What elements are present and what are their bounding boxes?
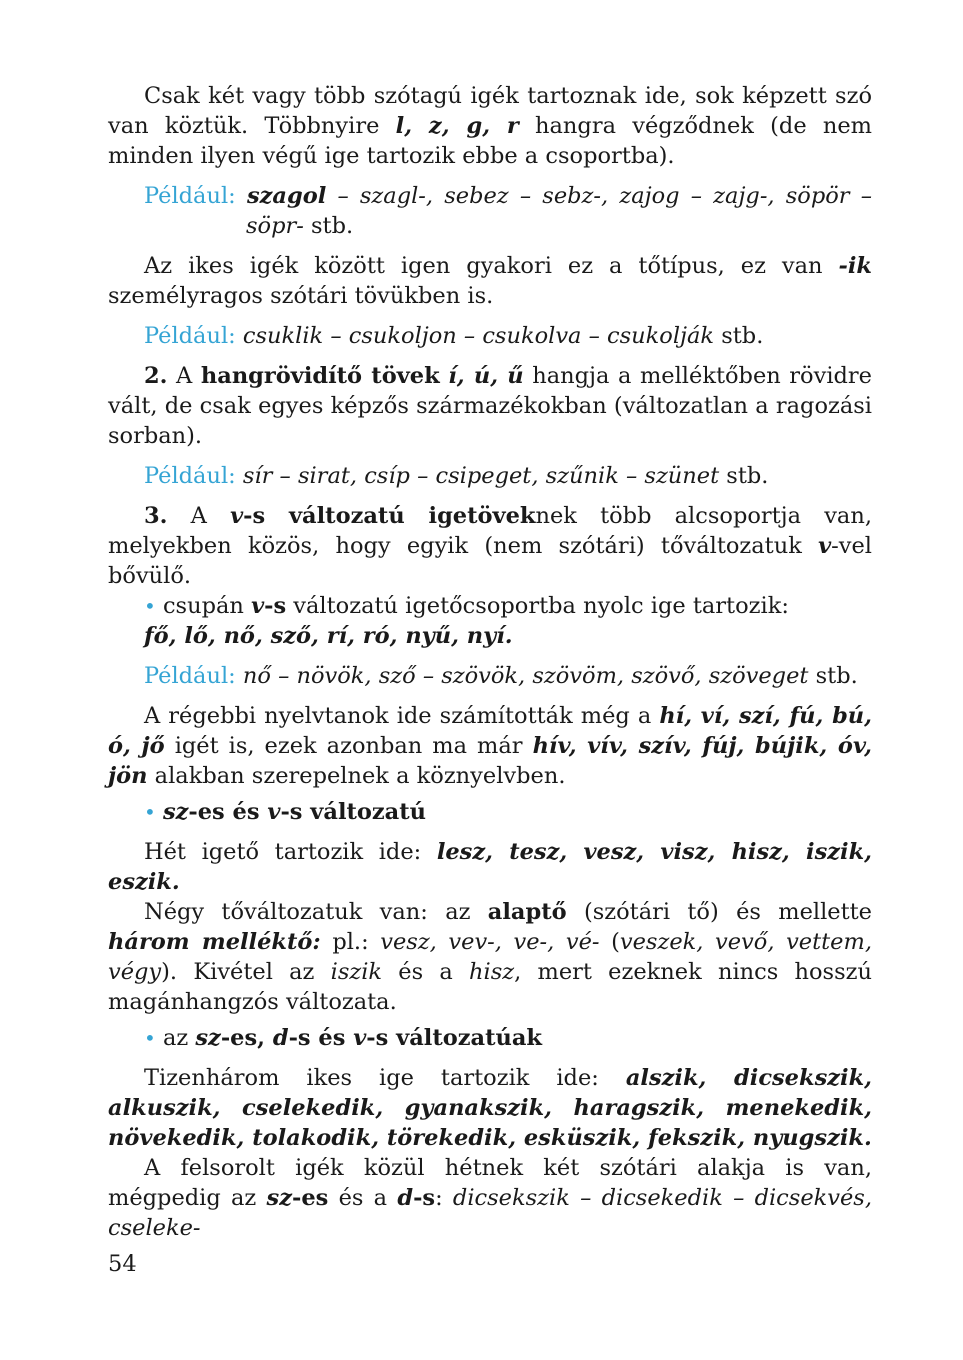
paragraph bbox=[108, 837, 872, 897]
emphasis-text: alszik, dicsekszik, alkuszik, cselekedik, gyanakszik, haragszik, menekedik, növekedik, tolakodik, törekedik, esküszik, fekszik, nyugszik. bbox=[108, 1065, 872, 1151]
paragraph bbox=[108, 361, 872, 451]
emphasis-text: v bbox=[353, 1025, 367, 1051]
text: : bbox=[435, 1185, 453, 1211]
text: (szótári tő) és mellette bbox=[566, 899, 872, 925]
paragraph bbox=[108, 251, 872, 311]
text: Az ikes igék között igen gyakori ez a tőtípus, ez van bbox=[144, 253, 839, 279]
text: A régebbi nyelvtanok ide számították még a bbox=[144, 703, 660, 729]
example-label: Például: bbox=[144, 663, 236, 689]
term: -s változatú bbox=[280, 799, 427, 825]
text: A felsorolt igék közül hétnek két szótári alakja is van, mégpedig az bbox=[108, 1155, 872, 1211]
example-words: iszik bbox=[330, 959, 383, 985]
term: -s bbox=[264, 593, 287, 619]
example-label: Például: bbox=[144, 323, 236, 349]
section-number: 2. bbox=[144, 363, 168, 389]
emphasis-text: -ik bbox=[838, 253, 872, 279]
text: hangja a melléktőben rövidre vált, de csak egyes képzős származékokban (változatlan a ragozási sorban). bbox=[108, 363, 872, 449]
example-words: nő – növök, sző – szövök, szövöm, szövő, szöveget bbox=[242, 663, 809, 689]
text: ). Kivétel az bbox=[161, 959, 331, 985]
emphasis-text: fő, lő, nő, sző, rí, ró, nyű, nyí. bbox=[144, 623, 513, 649]
page-number: 54 bbox=[108, 1251, 137, 1277]
emphasis-text: sz bbox=[162, 799, 189, 825]
term: -s változatúak bbox=[366, 1025, 543, 1051]
paragraph bbox=[108, 1153, 872, 1243]
emphasis-text: lesz, tesz, vesz, visz, hisz, iszik, eszik. bbox=[108, 839, 872, 895]
text: csupán bbox=[155, 593, 252, 619]
text: és a bbox=[382, 959, 470, 985]
term: -s és bbox=[288, 1025, 354, 1051]
text: pl.: bbox=[320, 929, 381, 955]
bullet-heading bbox=[108, 797, 872, 827]
example-words: dicsekszik – dicsekedik – dicsekvés, cseleke- bbox=[108, 1185, 872, 1241]
term: -s bbox=[413, 1185, 436, 1211]
paragraph bbox=[108, 81, 872, 171]
example-words: veszek, vevő, vettem, végy bbox=[108, 929, 872, 985]
example-words: – szagl-, sebez – sebz-, zajog – zajg-, söpör – söpr- bbox=[246, 183, 872, 239]
text: alakban szerepelnek a köznyelvben. bbox=[147, 763, 566, 789]
text: stb. bbox=[808, 663, 858, 689]
emphasis-text: három melléktő: bbox=[108, 929, 321, 955]
text: változatú igetőcsoportba nyolc ige tartozik: bbox=[286, 593, 789, 619]
emphasis-text: v bbox=[230, 503, 244, 529]
section-number: 3. bbox=[144, 503, 168, 529]
text: nek több alcsoportja van, melyekben közös, hogy egyik (nem szótári) tőváltozatuk bbox=[108, 503, 872, 559]
text: stb. bbox=[714, 323, 764, 349]
term: hangrövidítő tövek bbox=[200, 363, 440, 389]
emphasis-text: v bbox=[267, 799, 281, 825]
example-words: vesz, vev-, ve-, vé- bbox=[380, 929, 600, 955]
text: A bbox=[167, 503, 231, 529]
example-words: sír – sirat, csíp – csipeget, szűnik – szünet bbox=[242, 463, 720, 489]
text: és a bbox=[328, 1185, 398, 1211]
text: hangra végződnek (de nem minden ilyen végű ige tartozik ebbe a csoportba). bbox=[108, 113, 873, 169]
text: stb. bbox=[303, 213, 354, 239]
bullet-heading bbox=[108, 1023, 872, 1053]
term: alaptő bbox=[487, 899, 567, 925]
example-label: Például: bbox=[144, 183, 236, 209]
text: Tizenhárom ikes ige tartozik ide: bbox=[144, 1065, 626, 1091]
text: igét is, ezek azonban ma már bbox=[164, 733, 533, 759]
emphasis-text: sz bbox=[195, 1025, 221, 1051]
bullet-item bbox=[108, 591, 872, 651]
page-body bbox=[108, 81, 872, 1243]
emphasis-text: v bbox=[818, 533, 832, 559]
example bbox=[108, 321, 872, 351]
example bbox=[108, 661, 872, 691]
example-label: Például: bbox=[144, 463, 236, 489]
example-words: hisz bbox=[469, 959, 515, 985]
term: -es, bbox=[220, 1025, 273, 1051]
emphasis-text: sz bbox=[266, 1185, 292, 1211]
text: Hét igető tartozik ide: bbox=[144, 839, 437, 865]
text: személyragos szótári tövükben is. bbox=[108, 283, 494, 309]
text: az bbox=[155, 1025, 196, 1051]
paragraph bbox=[108, 501, 872, 591]
emphasis-text: í, ú, ű bbox=[448, 363, 524, 389]
text: Csak két vagy több szótagú igék tartoznak ide, sok képzett szó van köztük. Többnyire bbox=[108, 83, 872, 139]
emphasis-text: d bbox=[397, 1185, 414, 1211]
paragraph bbox=[108, 701, 872, 791]
text: -vel bővülő. bbox=[108, 533, 872, 589]
bullet-icon: • bbox=[144, 800, 156, 824]
example-words: csuklik – csukoljon – csukolva – csukolják bbox=[242, 323, 715, 349]
example-word: szagol bbox=[246, 183, 327, 209]
example bbox=[108, 461, 872, 491]
emphasis-text: hív, vív, szív, fúj, bújik, óv, jön bbox=[108, 733, 873, 789]
term: -s változatú igetövek bbox=[243, 503, 536, 529]
text: Négy tőváltozatuk van: az bbox=[144, 899, 488, 925]
text: , mert ezeknek nincs hosszú magánhangzós változata. bbox=[108, 959, 872, 1015]
term: -es és bbox=[188, 799, 268, 825]
emphasis-text: hí, ví, szí, fú, bú, ó, jő bbox=[108, 703, 872, 759]
text: stb. bbox=[719, 463, 769, 489]
emphasis-text: v bbox=[251, 593, 265, 619]
paragraph bbox=[108, 1063, 872, 1153]
emphasis-text: d bbox=[272, 1025, 289, 1051]
bullet-icon: • bbox=[144, 1026, 156, 1050]
text: ( bbox=[599, 929, 620, 955]
emphasis-text: l, z, g, r bbox=[395, 113, 519, 139]
paragraph bbox=[108, 897, 872, 1017]
term: -es bbox=[292, 1185, 329, 1211]
text: A bbox=[167, 363, 201, 389]
example bbox=[108, 181, 872, 241]
bullet-icon: • bbox=[144, 594, 156, 618]
